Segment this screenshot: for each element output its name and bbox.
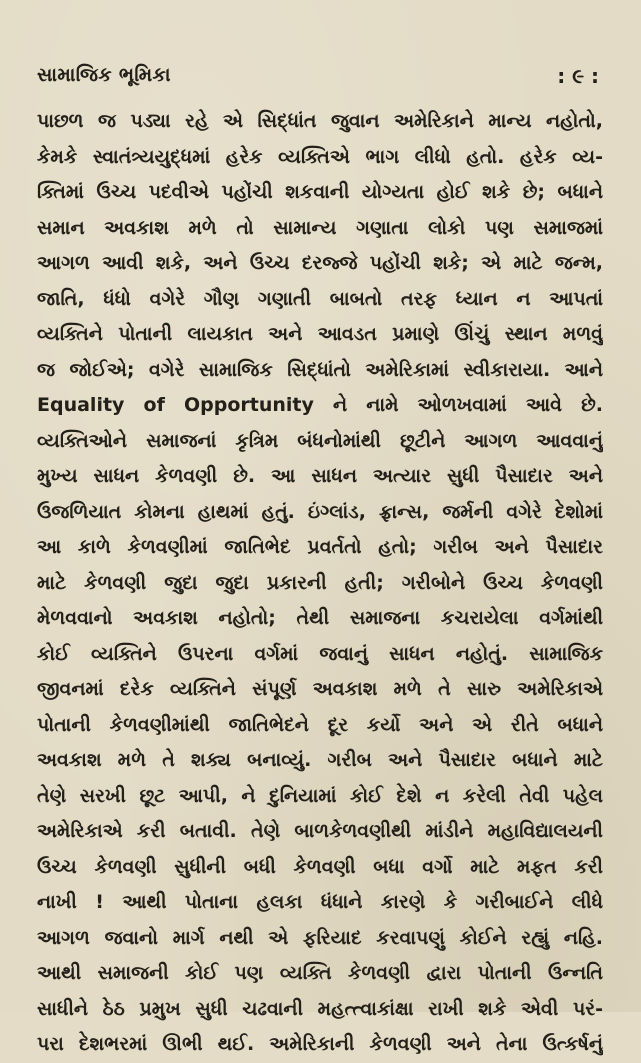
text-line: માટે કેળવણી જુદા જુદા પ્રકારની હતી; ગરીબોને ઉચ્ચ કેળવણી	[37, 571, 603, 594]
text-line: અમેરિકાએ કરી બતાવી. તેણે બાળકેળવણીથી માંડીને મહાવિદ્યાલયની	[37, 820, 603, 842]
text-line: Equality of Opportunity ને નામે ઓળખવામાં આવે છે.	[37, 394, 603, 416]
text-line: પરા દેશભરમાં ઊભી થઈ. અમેરિકાની કેળવણી અને તેના ઉત્કર્ષનું	[37, 1033, 603, 1055]
text-line: આગળ જવાનો માર્ગ નથી એ ફરિયાદ કરવાપણું કોઈને રહ્યું નહિ.	[37, 926, 603, 949]
text-line: નાખી ! આથી પોતાના હલકા ધંધાને કારણે કે ગરીબાઈને લીધે	[37, 891, 603, 913]
text-line: જીવનમાં દરેક વ્યક્તિને સંપૂર્ણ અવકાશ મળે તે સારુ અમેરિકાએ	[37, 678, 603, 700]
text-line: ઉચ્ચ કેળવણી સુધીની બધી કેળવણી બધા વર્ગો માટે મફત કરી	[37, 855, 603, 878]
text-line: મેળવવાનો અવકાશ નહોતો; તેથી સમાજના કચરાયેલા વર્ગમાંથી	[37, 607, 603, 629]
running-title: સામાજિક ભૂમિકા	[37, 64, 171, 86]
text-line: આગળ આવી શકે, અને ઉચ્ચ દરજ્જે પહોંચી શકે; એ માટે જન્મ,	[37, 252, 603, 274]
text-line: વ્યક્તિઓને સમાજનાં કૃત્રિમ બંધનોમાંથી છૂટીને આગળ આવવાનું	[37, 429, 603, 452]
body-text	[37, 104, 603, 1063]
text-line: ઉજળિયાત કોમના હાથમાં હતું. ઇંગ્લાંડ, ફ્રાન્સ, જર્મની વગેરે દેશોમાં	[37, 500, 603, 523]
text-line: જાતિ, ધંધો વગેરે ગૌણ ગણાતી બાબતો તરફ ધ્યાન ન આપતાં	[37, 287, 603, 310]
text-line: આથી સમાજની કોઈ પણ વ્યક્તિ કેળવણી દ્વારા પોતાની ઉન્નતિ	[37, 962, 603, 984]
text-line: કોઈ વ્યક્તિને ઉપરના વર્ગમાં જવાનું સાધન નહોતું. સામાજિક	[37, 642, 603, 665]
text-line: સમાન અવકાશ મળે તો સામાન્ય ગણાતા લોકો પણ સમાજમાં	[37, 216, 603, 239]
text-line: વ્યક્તિને પોતાની લાયકાત અને આવડત પ્રમાણે ઊંચું સ્થાન મળવું	[37, 323, 603, 345]
text-line: સાધીને ઠેઠ પ્રમુખ સુધી ચઢવાની મહત્ત્વાકાંક્ષા રાખી શકે એવી પરં-	[37, 997, 603, 1020]
text-line: ક્તિમાં ઉચ્ચ પદવીએ પહોંચી શકવાની યોગ્યતા હોઈ શકે છે; બધાને	[37, 181, 603, 203]
text-line: કેમકે સ્વાતંત્ર્યયુદ્ધમાં હરેક વ્યક્તિએ ભાગ લીધો હતો. હરેક વ્ય-	[37, 145, 603, 168]
text-line: તેણે સરખી છૂટ આપી, ને દુનિયામાં કોઈ દેશે ન કરેલી તેવી પહેલ	[37, 784, 603, 807]
text-line: આ કાળે કેળવણીમાં જાતિભેદ પ્રવર્તતો હતો; ગરીબ અને પૈસાદાર	[37, 536, 603, 558]
page-number: : ૯ :	[557, 64, 599, 88]
text-line: પાછળ જ પડ્યા રહે એ સિદ્ધાંત જુવાન અમેરિકાને માન્ય નહોતો,	[37, 110, 603, 132]
page-header	[37, 64, 599, 98]
text-line: મુખ્ય સાધન કેળવણી છે. આ સાધન અત્યાર સુધી પૈસાદાર અને	[37, 465, 603, 487]
text-line: પોતાની કેળવણીમાંથી જાતિભેદને દૂર કર્યો અને એ રીતે બધાને	[37, 713, 603, 736]
text-line: અવકાશ મળે તે શક્ય બનાવ્યું. ગરીબ અને પૈસાદાર બધાને માટે	[37, 749, 603, 771]
text-line: જ જોઈએ; વગેરે સામાજિક સિદ્ધાંતો અમેરિકામાં સ્વીકારાયા. આને	[37, 358, 603, 381]
